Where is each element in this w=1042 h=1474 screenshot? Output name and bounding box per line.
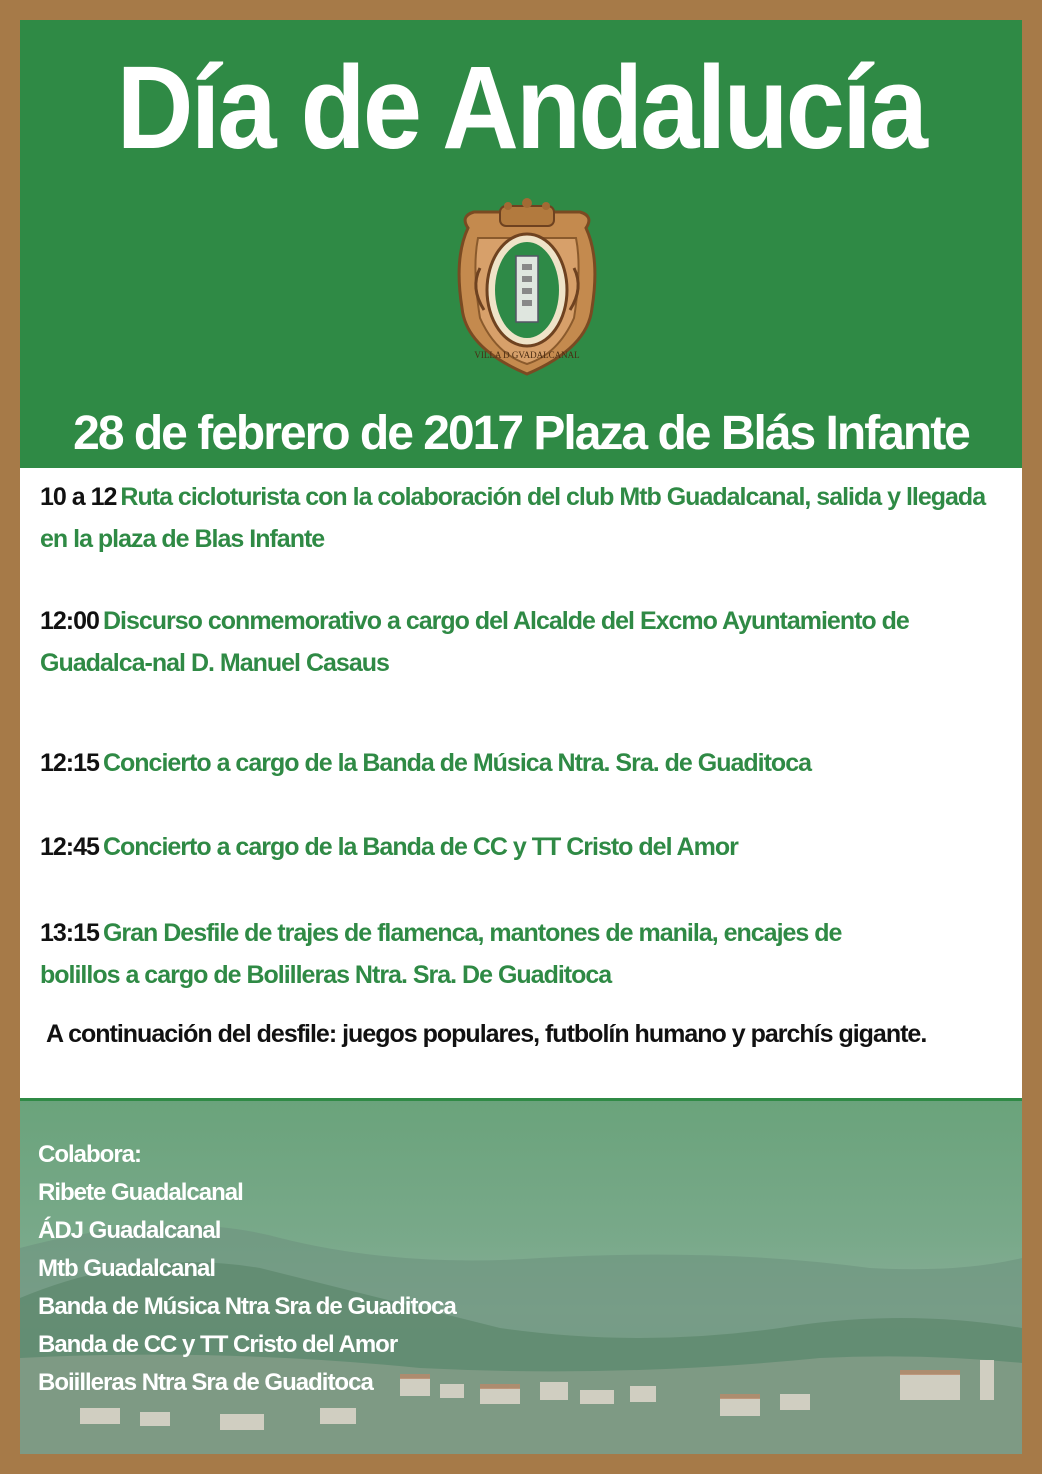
header-banner [20, 20, 1022, 468]
collaborators-list [38, 1136, 456, 1402]
event-description: Concierto a cargo de la Banda de Música Ntra. Sra. de Guaditoca [102, 749, 811, 777]
event-description: Gran Desfile de trajes de flamenca, mantones de manila, encajes de bolillos a cargo de Bolilleras Ntra. Sra. De Guaditoca [40, 919, 842, 989]
collaborator-item: Ribete Guadalcanal [38, 1179, 243, 1206]
event-description: Discurso conmemorativo a cargo del Alcalde del Excmo Ayuntamiento de Guadalca-nal D. Manuel Casaus [40, 607, 909, 677]
collaborator-item: Boiilleras Ntra Sra de Guaditoca [38, 1369, 373, 1396]
continuation-note: A continuación del desfile: juegos populares, futbolín humano y parchís gigante. [46, 1020, 927, 1048]
event-time: 12:00 [40, 607, 99, 635]
crest-inscription: VILLA D GVADALCANAL [474, 350, 580, 360]
poster-title: Día de Andalucía [116, 42, 926, 174]
schedule-item [40, 476, 1008, 560]
collaborators-heading: Colabora: [38, 1141, 142, 1168]
event-time: 13:15 [40, 919, 99, 947]
event-time: 10 a 12 [40, 483, 117, 511]
town-crest-logo [450, 198, 604, 378]
schedule-item [40, 600, 1008, 684]
event-description: Ruta cicloturista con la colaboración del club Mtb Guadalcanal, salida y llegada en la plaza de Blas Infante [40, 483, 986, 553]
schedule-item [40, 826, 1008, 868]
footer-landscape [20, 1098, 1022, 1454]
footer-divider [20, 1098, 1022, 1101]
poster [20, 20, 1022, 1454]
collaborator-item: Mtb Guadalcanal [38, 1255, 216, 1282]
event-description: Concierto a cargo de la Banda de CC y TT Cristo del Amor [102, 833, 738, 861]
date-location-subtitle: 28 de febrero de 2017 Plaza de Blás Infante [73, 407, 969, 460]
event-time: 12:15 [40, 749, 99, 777]
event-time: 12:45 [40, 833, 99, 861]
schedule-item [40, 742, 1008, 784]
collaborator-item: Banda de CC y TT Cristo del Amor [38, 1331, 398, 1358]
collaborator-item: ÁDJ Guadalcanal [38, 1217, 221, 1244]
collaborator-item: Banda de Música Ntra Sra de Guaditoca [38, 1293, 456, 1320]
schedule-item [40, 912, 920, 996]
